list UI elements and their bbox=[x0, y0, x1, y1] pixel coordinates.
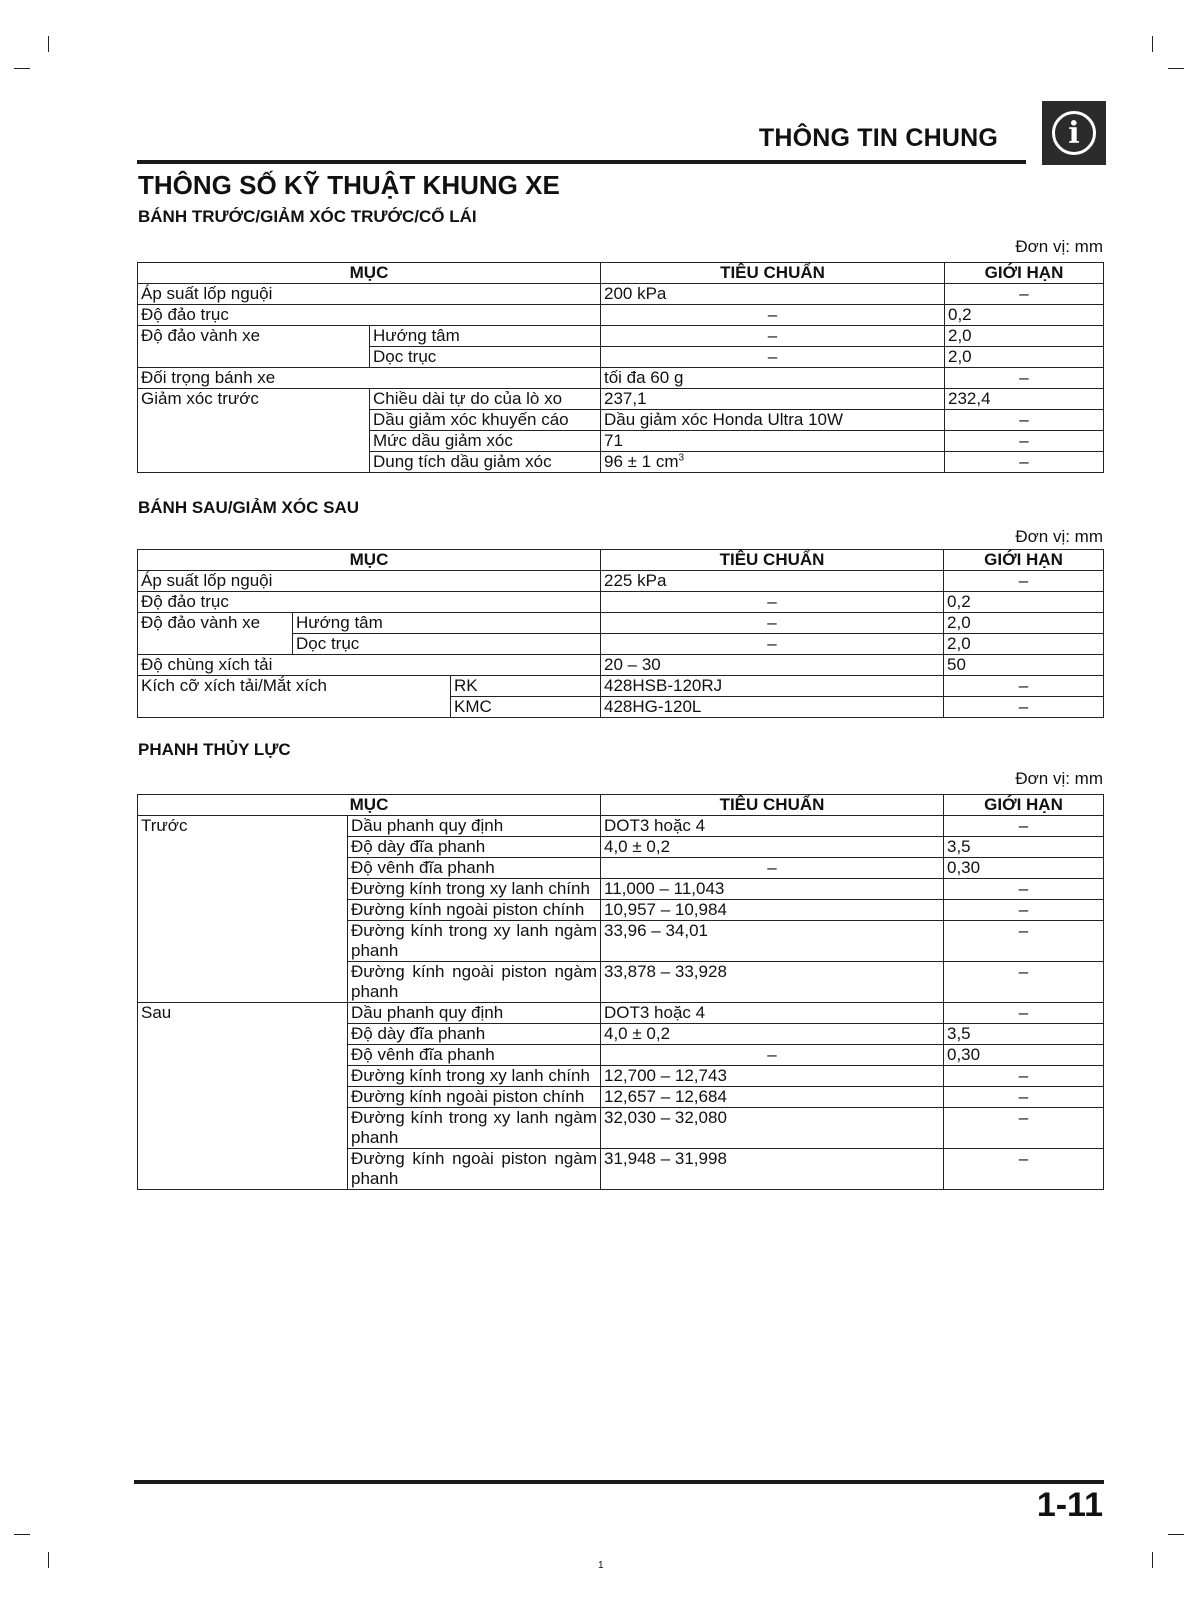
table-row bbox=[138, 389, 1104, 410]
limit-value: – bbox=[945, 284, 1104, 305]
limit-value: – bbox=[945, 410, 1104, 431]
standard-value: 200 kPa bbox=[601, 284, 945, 305]
crop-mark bbox=[1152, 36, 1153, 52]
table-row bbox=[138, 305, 1104, 326]
standard-value: 237,1 bbox=[601, 389, 945, 410]
footer-divider bbox=[134, 1480, 1104, 1484]
brake-spec-table bbox=[137, 794, 1104, 1190]
sub-label: RK bbox=[451, 676, 601, 697]
row-label: Độ đảo trục bbox=[138, 305, 601, 326]
sub-label: Mức dầu giảm xóc bbox=[370, 431, 601, 452]
sub-label: Dầu giảm xóc khuyến cáo bbox=[370, 410, 601, 431]
crop-mark bbox=[1152, 1552, 1153, 1568]
sub-label: Đường kính trong xy lanh chính bbox=[348, 879, 601, 900]
limit-value: – bbox=[944, 571, 1104, 592]
table-row bbox=[138, 676, 1104, 697]
sub-label: Dọc trục bbox=[370, 347, 601, 368]
unit-label: Đơn vị: mm bbox=[1015, 769, 1103, 788]
table-header-row bbox=[138, 795, 1104, 816]
sub-label: Dầu phanh quy định bbox=[348, 816, 601, 837]
sub-label: Hướng tâm bbox=[293, 613, 601, 634]
crop-mark bbox=[14, 68, 30, 69]
table-row bbox=[138, 592, 1104, 613]
limit-value: – bbox=[945, 368, 1104, 389]
limit-value: – bbox=[945, 452, 1104, 473]
sub-label: Đường kính trong xy lanh ngàm phanh bbox=[348, 921, 601, 962]
limit-value: 0,30 bbox=[944, 858, 1104, 879]
column-header-item: MỤC bbox=[138, 795, 601, 816]
limit-value: – bbox=[944, 900, 1104, 921]
limit-value: 3,5 bbox=[944, 1024, 1104, 1045]
row-label: Độ đảo vành xe bbox=[138, 613, 293, 655]
sub-label: Dọc trục bbox=[293, 634, 601, 655]
capacity-text: 96 ± 1 cm bbox=[604, 452, 679, 471]
row-label: Giảm xóc trước bbox=[138, 389, 370, 473]
sub-label: Độ vênh đĩa phanh bbox=[348, 1045, 601, 1066]
page-number: 1-11 bbox=[1036, 1486, 1103, 1524]
sub-label: Đường kính ngoài piston chính bbox=[348, 900, 601, 921]
table-header-row bbox=[138, 550, 1104, 571]
limit-value: – bbox=[945, 431, 1104, 452]
limit-value: 2,0 bbox=[945, 326, 1104, 347]
limit-value: 0,2 bbox=[944, 592, 1104, 613]
page-title: THÔNG SỐ KỸ THUẬT KHUNG XE bbox=[138, 170, 560, 200]
chapter-title: THÔNG TIN CHUNG bbox=[758, 124, 998, 152]
limit-value: – bbox=[944, 1108, 1104, 1149]
group-label-rear: Sau bbox=[138, 1003, 348, 1190]
column-header-limit: GIỚI HẠN bbox=[945, 263, 1104, 284]
group-label-front: Trước bbox=[138, 816, 348, 1003]
sub-label: Độ dày đĩa phanh bbox=[348, 1024, 601, 1045]
limit-value: – bbox=[944, 1003, 1104, 1024]
limit-value: 0,30 bbox=[944, 1045, 1104, 1066]
limit-value: 2,0 bbox=[944, 613, 1104, 634]
sub-label: Đường kính ngoài piston chính bbox=[348, 1087, 601, 1108]
table-row bbox=[138, 368, 1104, 389]
info-icon-glyph: i bbox=[1052, 111, 1096, 155]
table-row bbox=[138, 816, 1104, 837]
sub-label: Độ vênh đĩa phanh bbox=[348, 858, 601, 879]
standard-value: – bbox=[601, 326, 945, 347]
crop-mark bbox=[14, 1534, 30, 1535]
section-title-front: BÁNH TRƯỚC/GIẢM XÓC TRƯỚC/CỔ LÁI bbox=[138, 207, 477, 226]
standard-value: 225 kPa bbox=[601, 571, 944, 592]
standard-value: – bbox=[601, 305, 945, 326]
unit-label: Đơn vị: mm bbox=[1015, 237, 1103, 256]
limit-value: 50 bbox=[944, 655, 1104, 676]
sub-label: Hướng tâm bbox=[370, 326, 601, 347]
section-title-brake: PHANH THỦY LỰC bbox=[138, 740, 291, 759]
sub-label: Độ dày đĩa phanh bbox=[348, 837, 601, 858]
row-label: Đối trọng bánh xe bbox=[138, 368, 601, 389]
sub-label: Dung tích dầu giảm xóc bbox=[370, 452, 601, 473]
limit-value: – bbox=[944, 697, 1104, 718]
standard-value: Dầu giảm xóc Honda Ultra 10W bbox=[601, 410, 945, 431]
capacity-superscript: 3 bbox=[678, 452, 685, 464]
table-row bbox=[138, 1003, 1104, 1024]
table-row bbox=[138, 613, 1104, 634]
standard-value: 4,0 ± 0,2 bbox=[601, 1024, 944, 1045]
standard-value: 11,000 – 11,043 bbox=[601, 879, 944, 900]
info-icon bbox=[1042, 101, 1106, 165]
limit-value: – bbox=[944, 879, 1104, 900]
footer-mark: 1 bbox=[598, 1560, 604, 1571]
standard-value: DOT3 hoặc 4 bbox=[601, 1003, 944, 1024]
standard-value: 12,700 – 12,743 bbox=[601, 1066, 944, 1087]
column-header-standard: TIÊU CHUẨN bbox=[601, 263, 945, 284]
standard-value: – bbox=[601, 1045, 944, 1066]
standard-value bbox=[601, 452, 945, 473]
standard-value: – bbox=[601, 634, 944, 655]
row-label: Áp suất lốp nguội bbox=[138, 571, 601, 592]
standard-value: 31,948 – 31,998 bbox=[601, 1149, 944, 1190]
standard-value: – bbox=[601, 592, 944, 613]
table-row bbox=[138, 655, 1104, 676]
row-label: Kích cỡ xích tải/Mắt xích bbox=[138, 676, 451, 718]
crop-mark bbox=[48, 36, 49, 52]
column-header-limit: GIỚI HẠN bbox=[944, 550, 1104, 571]
standard-value: 20 – 30 bbox=[601, 655, 944, 676]
standard-value: – bbox=[601, 347, 945, 368]
sub-label: Dầu phanh quy định bbox=[348, 1003, 601, 1024]
section-title-rear: BÁNH SAU/GIẢM XÓC SAU bbox=[138, 498, 360, 517]
standard-value: 71 bbox=[601, 431, 945, 452]
table-row bbox=[138, 284, 1104, 305]
standard-value: 33,96 – 34,01 bbox=[601, 921, 944, 962]
sub-label: Đường kính ngoài piston ngàm phanh bbox=[348, 962, 601, 1003]
unit-label: Đơn vị: mm bbox=[1015, 527, 1103, 546]
sub-label: Chiều dài tự do của lò xo bbox=[370, 389, 601, 410]
standard-value: 428HG-120L bbox=[601, 697, 944, 718]
row-label: Áp suất lốp nguội bbox=[138, 284, 601, 305]
standard-value: 33,878 – 33,928 bbox=[601, 962, 944, 1003]
limit-value: 0,2 bbox=[945, 305, 1104, 326]
limit-value: – bbox=[944, 1149, 1104, 1190]
standard-value: 12,657 – 12,684 bbox=[601, 1087, 944, 1108]
crop-mark bbox=[1168, 68, 1184, 69]
limit-value: – bbox=[944, 1066, 1104, 1087]
rear-spec-table bbox=[137, 549, 1104, 718]
standard-value: DOT3 hoặc 4 bbox=[601, 816, 944, 837]
table-row bbox=[138, 571, 1104, 592]
standard-value: 428HSB-120RJ bbox=[601, 676, 944, 697]
crop-mark bbox=[48, 1552, 49, 1568]
column-header-item: MỤC bbox=[138, 263, 601, 284]
standard-value: – bbox=[601, 858, 944, 879]
column-header-standard: TIÊU CHUẨN bbox=[601, 795, 944, 816]
table-header-row bbox=[138, 263, 1104, 284]
table-row bbox=[138, 326, 1104, 347]
standard-value: – bbox=[601, 613, 944, 634]
row-label: Độ đảo trục bbox=[138, 592, 601, 613]
sub-label: KMC bbox=[451, 697, 601, 718]
limit-value: 2,0 bbox=[944, 634, 1104, 655]
limit-value: – bbox=[944, 816, 1104, 837]
limit-value: 2,0 bbox=[945, 347, 1104, 368]
limit-value: 232,4 bbox=[945, 389, 1104, 410]
limit-value: – bbox=[944, 676, 1104, 697]
limit-value: 3,5 bbox=[944, 837, 1104, 858]
row-label: Độ đảo vành xe bbox=[138, 326, 370, 368]
standard-value: tối đa 60 g bbox=[601, 368, 945, 389]
header-divider bbox=[137, 160, 1026, 164]
sub-label: Đường kính ngoài piston ngàm phanh bbox=[348, 1149, 601, 1190]
row-label: Độ chùng xích tải bbox=[138, 655, 601, 676]
limit-value: – bbox=[944, 962, 1104, 1003]
column-header-limit: GIỚI HẠN bbox=[944, 795, 1104, 816]
standard-value: 32,030 – 32,080 bbox=[601, 1108, 944, 1149]
column-header-item: MỤC bbox=[138, 550, 601, 571]
front-spec-table bbox=[137, 262, 1104, 473]
sub-label: Đường kính trong xy lanh chính bbox=[348, 1066, 601, 1087]
sub-label: Đường kính trong xy lanh ngàm phanh bbox=[348, 1108, 601, 1149]
limit-value: – bbox=[944, 921, 1104, 962]
standard-value: 4,0 ± 0,2 bbox=[601, 837, 944, 858]
limit-value: – bbox=[944, 1087, 1104, 1108]
standard-value: 10,957 – 10,984 bbox=[601, 900, 944, 921]
column-header-standard: TIÊU CHUẨN bbox=[601, 550, 944, 571]
crop-mark bbox=[1168, 1534, 1184, 1535]
